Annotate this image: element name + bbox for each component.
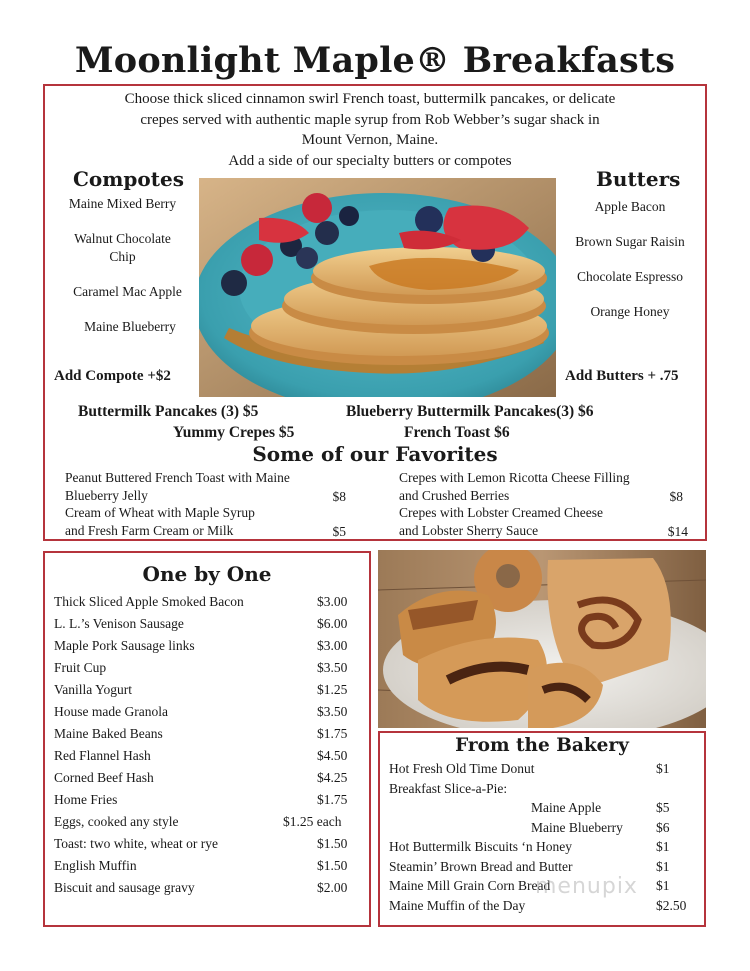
bakery-item-name: Maine Blueberry (531, 820, 623, 835)
menu-row (54, 682, 354, 698)
favorite-line: Cream of Wheat with Maple Syrup (65, 505, 255, 520)
menu-row (54, 660, 354, 676)
bakery-item-name: Hot Fresh Old Time Donut (389, 761, 535, 776)
menu-item-name: Vanilla Yogurt (54, 682, 133, 697)
menu-row (54, 726, 354, 742)
favorite-line: and Crushed Berries (399, 487, 510, 503)
favorite-line: Blueberry Jelly (65, 487, 148, 503)
blueberry-pancakes-price: Blueberry Buttermilk Pancakes(3) $6 (346, 403, 594, 420)
bakery-row (389, 898, 689, 914)
menu-item-name: Eggs, cooked any style (54, 814, 179, 829)
menu-item-price: $4.50 (317, 748, 348, 763)
pancake-illustration (199, 178, 556, 397)
intro-line: Add a side of our specialty butters or compotes (228, 152, 512, 169)
butter-item: Chocolate Espresso (576, 269, 684, 284)
favorite-line: Peanut Buttered French Toast with Maine (65, 470, 290, 485)
french-toast-price: French Toast $6 (404, 424, 510, 441)
menu-row (54, 770, 354, 786)
bakery-item-price: $1 (656, 839, 670, 854)
menu-item-price: $3.50 (317, 704, 348, 719)
menu-item-price: $1.50 (317, 858, 348, 873)
add-compote-price: Add Compote +$2 (54, 368, 171, 384)
menu-item-price: $1.75 (317, 792, 348, 807)
butter-item: Brown Sugar Raisin (575, 234, 685, 249)
menu-item-price: $3.00 (317, 638, 348, 653)
menu-item-name: Maine Baked Beans (54, 726, 163, 741)
compote-item: Caramel Mac Apple (73, 284, 182, 299)
menu-item-price: $4.25 (317, 770, 348, 785)
bakery-row (389, 859, 689, 875)
bakery-row (389, 839, 689, 855)
menu-item-price: $2.00 (317, 880, 348, 895)
menu-item-name: House made Granola (54, 704, 168, 719)
favorite-line: Crepes with Lemon Ricotta Cheese Filling (399, 470, 630, 485)
menu-row (54, 616, 354, 632)
menu-row (54, 594, 354, 610)
menu-item-price: $1.75 (317, 726, 348, 741)
watermark-text: menupix (535, 874, 638, 899)
menu-item-price: $6.00 (317, 616, 348, 631)
favorite-line: Crepes with Lobster Creamed Cheese (399, 505, 603, 520)
menu-row (54, 880, 354, 896)
favorite-price: $8 (332, 488, 346, 504)
favorites-heading: Some of our Favorites (252, 442, 498, 466)
favorite-item (399, 504, 688, 540)
menu-row (54, 704, 354, 720)
menu-item-price: $3.00 (317, 594, 348, 609)
bakery-item-price: $2.50 (656, 898, 687, 913)
add-butters-price: Add Butters + .75 (565, 368, 679, 384)
page-title: Moonlight Maple® Breakfasts (74, 40, 676, 81)
bakery-item-price: $1 (656, 859, 670, 874)
menu-item-name: Toast: two white, wheat or rye (54, 836, 219, 851)
intro-text (60, 89, 680, 171)
one-by-one-heading: One by One (142, 562, 272, 586)
menu-row (54, 748, 354, 764)
bakery-photo (378, 550, 706, 728)
favorite-price: $14 (667, 523, 688, 539)
favorite-price: $8 (669, 488, 683, 504)
bakery-item-name: Hot Buttermilk Biscuits ‘n Honey (389, 839, 572, 854)
bakery-item-name: Maine Mill Grain Corn Bread (389, 878, 551, 893)
menu-item-price: $1.50 (317, 836, 348, 851)
bakery-row (389, 781, 689, 797)
menu-item-name: Thick Sliced Apple Smoked Bacon (54, 594, 244, 609)
favorite-item (399, 469, 683, 505)
bakery-heading: From the Bakery (455, 735, 629, 756)
favorite-line: and Lobster Sherry Sauce (399, 522, 539, 538)
intro-line: crepes served with authentic maple syrup from Rob Webber’s sugar shack in (140, 111, 600, 128)
favorite-item (65, 469, 346, 505)
intro-line: Mount Vernon, Maine. (301, 132, 439, 148)
bakery-item-price: $5 (656, 800, 670, 815)
favorite-item (65, 504, 346, 540)
menu-row (54, 858, 354, 874)
bakery-item-price: $1 (656, 878, 670, 893)
bakery-row (531, 820, 750, 836)
menu-row (54, 814, 354, 830)
menu-item-name: Red Flannel Hash (54, 748, 151, 763)
bakery-item-name: Breakfast Slice-a-Pie: (389, 781, 508, 796)
crepes-price: Yummy Crepes $5 (173, 424, 295, 441)
pancake-photo (199, 178, 556, 397)
menu-item-name: Biscuit and sausage gravy (54, 880, 195, 895)
menu-item-price: $1.25 (317, 682, 348, 697)
bakery-item-price: $6 (656, 820, 670, 835)
menu-row (54, 792, 354, 808)
compote-item: Maine Mixed Berry (68, 196, 177, 211)
favorite-price: $5 (332, 523, 346, 539)
menu-item-price: $1.25 each (283, 814, 342, 829)
bakery-item-name: Maine Apple (531, 800, 602, 815)
bakery-item-price: $1 (656, 761, 670, 776)
menu-item-name: Fruit Cup (54, 660, 107, 675)
menu-item-name: Maple Pork Sausage links (54, 638, 195, 653)
butters-heading: Butters (596, 167, 681, 191)
butter-item: Apple Bacon (594, 199, 666, 214)
compotes-heading: Compotes (73, 167, 184, 191)
bakery-row (531, 800, 750, 816)
bakery-item-name: Maine Muffin of the Day (389, 898, 526, 913)
menu-item-name: English Muffin (54, 858, 137, 873)
favorite-line: and Fresh Farm Cream or Milk (65, 522, 234, 538)
intro-line: Choose thick sliced cinnamon swirl French toast, buttermilk pancakes, or delicate (124, 91, 616, 107)
butter-item: Orange Honey (590, 304, 670, 319)
bakery-illustration (378, 550, 706, 728)
menu-item-name: Corned Beef Hash (54, 770, 154, 785)
bakery-row (389, 761, 689, 777)
menu-item-name: L. L.’s Venison Sausage (54, 616, 184, 631)
menu-item-name: Home Fries (54, 792, 118, 807)
bakery-item-name: Steamin’ Brown Bread and Butter (389, 859, 573, 874)
compote-item: Maine Blueberry (84, 319, 176, 334)
menu-row (54, 638, 354, 654)
compote-item: Walnut Chocolate Chip (74, 231, 171, 264)
pancakes-price: Buttermilk Pancakes (3) $5 (78, 403, 259, 420)
menu-row (54, 836, 354, 852)
menu-item-price: $3.50 (317, 660, 348, 675)
